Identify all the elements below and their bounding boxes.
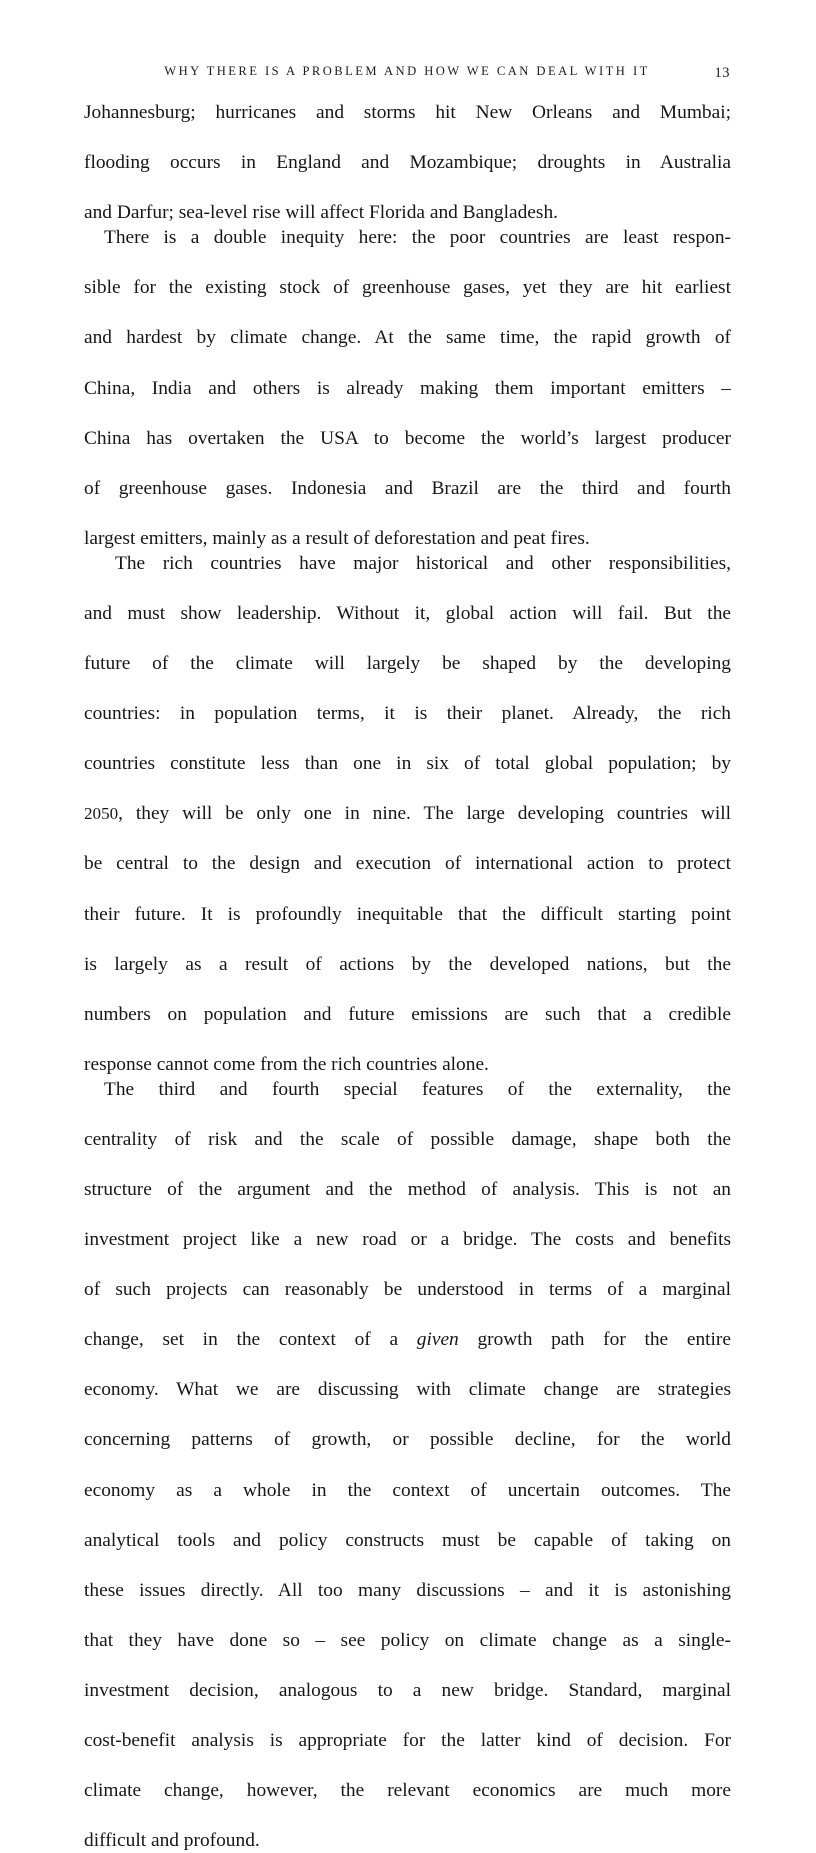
text-line: The rich countries have major historical and other responsibilities, bbox=[115, 552, 731, 574]
text-line: numbers on population and future emissions are such that a credible bbox=[84, 1003, 731, 1025]
text-line: is largely as a result of actions by the developed nations, but the bbox=[84, 953, 731, 975]
text-line: and Darfur; sea-level rise will affect Florida and Bangladesh. bbox=[84, 202, 559, 224]
text-line: concerning patterns of growth, or possible decline, for the world bbox=[84, 1429, 731, 1451]
text-line: Johannesburg; hurricanes and storms hit New Orleans and Mumbai; bbox=[84, 102, 731, 123]
text-line: their future. It is profoundly inequitable that the difficult starting point bbox=[84, 903, 731, 925]
text-line: response cannot come from the rich countries alone. bbox=[84, 1053, 489, 1075]
text-line: investment project like a new road or a bridge. The costs and benefits bbox=[84, 1229, 731, 1251]
text-line: countries: in population terms, it is their planet. Already, the rich bbox=[84, 703, 731, 725]
text-line: The third and fourth special features of the externality, the bbox=[104, 1078, 731, 1100]
text-line: that they have done so – see policy on climate change as a single- bbox=[84, 1629, 731, 1651]
text-line: climate change, however, the relevant economics are much more bbox=[84, 1780, 731, 1802]
text-line: and hardest by climate change. At the same time, the rapid growth of bbox=[84, 327, 731, 349]
text-line: be central to the design and execution of international action to protect bbox=[84, 853, 731, 875]
text-line: future of the climate will largely be shaped by the developing bbox=[84, 653, 731, 675]
text-line: centrality of risk and the scale of possible damage, shape both the bbox=[84, 1128, 731, 1150]
text-line: difficult and profound. bbox=[84, 1830, 260, 1852]
text-line: economy as a whole in the context of uncertain outcomes. The bbox=[84, 1479, 731, 1501]
italic-word: given bbox=[416, 1329, 459, 1351]
paragraph-4 bbox=[84, 1077, 731, 1853]
text-line: sible for the existing stock of greenhouse gases, yet they are hit earliest bbox=[84, 277, 731, 299]
text-line: countries constitute less than one in six of total global population; by bbox=[84, 753, 731, 775]
text-line: these issues directly. All too many discussions – and it is astonishing bbox=[84, 1579, 731, 1601]
text-line: cost-benefit analysis is appropriate for the latter kind of decision. For bbox=[84, 1730, 731, 1752]
text-line: 2050, they will be only one in nine. The large developing countries will bbox=[84, 803, 731, 825]
running-head bbox=[84, 64, 730, 86]
text-line: investment decision, analogous to a new bridge. Standard, marginal bbox=[84, 1679, 731, 1701]
text-line: flooding occurs in England and Mozambique; droughts in Australia bbox=[84, 152, 731, 174]
text-line: economy. What we are discussing with climate change are strategies bbox=[84, 1379, 731, 1401]
page-number bbox=[715, 66, 731, 81]
text-line: China has overtaken the USA to become the world’s largest producer bbox=[84, 427, 731, 449]
text-line: change, set in the context of a given growth path for the entire bbox=[84, 1329, 731, 1351]
running-head-title: WHY THERE IS A PROBLEM AND HOW WE CAN DEAL WITH IT bbox=[164, 64, 650, 78]
text-line: There is a double inequity here: the poor countries are least respon- bbox=[104, 227, 731, 249]
paragraph-2 bbox=[84, 225, 731, 551]
page-number-value: 13 bbox=[714, 65, 730, 81]
text-line: of such projects can reasonably be understood in terms of a marginal bbox=[84, 1279, 731, 1301]
text-line: of greenhouse gases. Indonesia and Brazil are the third and fourth bbox=[84, 477, 731, 499]
text-line: China, India and others is already making them important emitters – bbox=[84, 377, 731, 399]
text-line: largest emitters, mainly as a result of deforestation and peat fires. bbox=[84, 527, 590, 549]
oldstyle-figures: 2050 bbox=[84, 804, 119, 824]
body-text-block bbox=[84, 100, 731, 1853]
text-line: and must show leadership. Without it, global action will fail. But the bbox=[84, 602, 731, 624]
text-line: structure of the argument and the method of analysis. This is not an bbox=[84, 1179, 731, 1201]
paragraph-1 bbox=[84, 100, 731, 225]
text-line: analytical tools and policy constructs must be capable of taking on bbox=[84, 1529, 731, 1551]
paragraph-3 bbox=[84, 551, 731, 1077]
